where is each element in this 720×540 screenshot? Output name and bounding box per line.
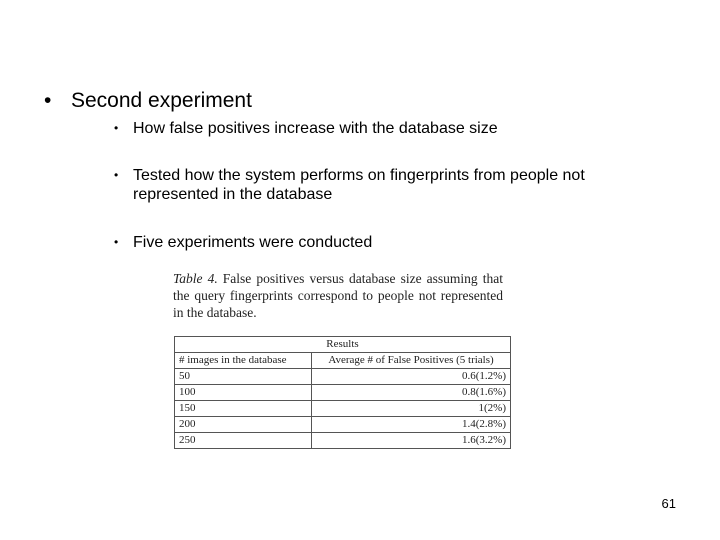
column-header: # images in the database xyxy=(175,353,312,369)
table-row xyxy=(175,369,511,385)
caption-text: False positives versus database size assuming that the query fingerprints correspond to people not represented in the database. xyxy=(173,271,503,320)
table-cell: 1.4(2.8%) xyxy=(312,417,511,433)
table-title: Results xyxy=(175,337,511,353)
bullet-dot: • xyxy=(114,121,119,135)
table-cell: 1.6(3.2%) xyxy=(312,433,511,449)
table-cell: 100 xyxy=(175,385,312,401)
caption-label: Table 4. xyxy=(173,271,218,286)
table-row xyxy=(175,417,511,433)
table-caption xyxy=(173,270,503,321)
table-row xyxy=(175,401,511,417)
main-bullet-text: Second experiment xyxy=(71,89,252,112)
table-cell: 50 xyxy=(175,369,312,385)
table-cell: 0.8(1.6%) xyxy=(312,385,511,401)
bullet-dot: • xyxy=(114,168,119,182)
table-cell: 150 xyxy=(175,401,312,417)
table-figure xyxy=(173,270,513,455)
bullet-dot: • xyxy=(114,235,119,249)
page-number: 61 xyxy=(661,496,676,511)
sub-bullet-text: How false positives increase with the database size xyxy=(133,120,498,137)
sub-bullet-text: Tested how the system performs on fingerprints from people not represented in the database xyxy=(133,167,585,203)
table-cell: 250 xyxy=(175,433,312,449)
table-cell: 1(2%) xyxy=(312,401,511,417)
results-table xyxy=(174,336,511,449)
column-header: Average # of False Positives (5 trials) xyxy=(312,353,511,369)
table-cell: 0.6(1.2%) xyxy=(312,369,511,385)
table-row xyxy=(175,385,511,401)
bullet-dot: • xyxy=(44,89,52,112)
sub-bullet-text: Five experiments were conducted xyxy=(133,234,373,251)
table-cell: 200 xyxy=(175,417,312,433)
table-row xyxy=(175,433,511,449)
